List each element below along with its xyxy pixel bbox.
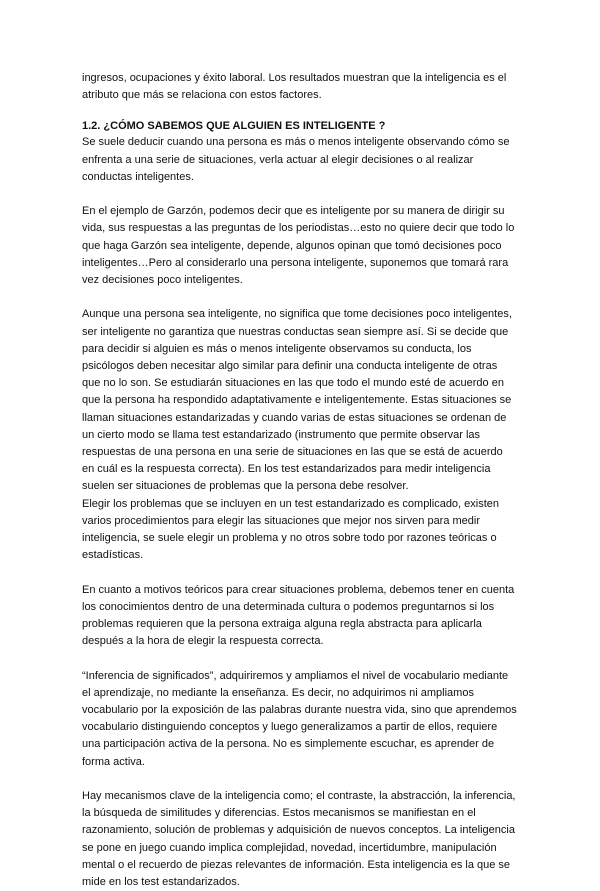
intro-paragraph: ingresos, ocupaciones y éxito laboral. Los resultados muestran que la inteligencia es el atributo que más se relaciona con estos factores. — [82, 72, 507, 102]
paragraph-5: En cuanto a motivos teóricos para crear situaciones problema, debemos tener en cuenta los conocimientos dentro de una determinada cultura o podemos preguntarnos si los problemas requieren que la persona extraiga alguna regla abstracta para aplicarla después a la hora de elegir la respuesta correcta. — [82, 583, 515, 648]
paragraph-1: Se suele deducir cuando una persona es más o menos inteligente observando cómo se enfrenta a una serie de situaciones, verla actuar al elegir decisiones o al realizar conductas inteligentes. — [82, 136, 510, 183]
paragraph-gap — [82, 564, 518, 581]
paragraph-gap — [82, 289, 518, 306]
paragraph-7: Hay mecanismos clave de la inteligencia como; el contraste, la abstracción, la inferencia, la búsqueda de similitudes y diferencias. Estos mecanismos se manifiestan en el razonamiento, solución de problemas y adquisición de nuevos conceptos. La inteligencia se pone en juego cuando implica complejidad, novedad, incertidumbre, manipulación mental o el recuerdo de piezas relevantes de información. Esta inteligencia es la que se mide en los test estandarizados. — [82, 790, 516, 889]
paragraph-gap — [82, 186, 518, 203]
paragraph-6: “Inferencia de significados”, adquiriremos y ampliamos el nivel de vocabulario mediante el aprendizaje, no mediante la enseñanza. Es decir, no adquirimos ni ampliamos vocabulario por la exposición de las palabras durante nuestra vida, sino que aprendemos vocabulario distinguiendo conceptos y luego generalizamos a partir de ellos, requiere una participación activa de la persona. No es simplemente escuchar, es aprender de forma activa. — [82, 669, 517, 768]
paragraph-2: En el ejemplo de Garzón, podemos decir que es inteligente por su manera de dirigir su vida, sus respuestas a las preguntas de los periodistas…esto no quiere decir que todo lo que haga Garzón sea inteligente, depende, algunos opinan que tomó decisiones poco inteligentes…Pero al considerarlo una persona inteligente, suponemos que tomará rara vez decisiones poco inteligentes. — [82, 205, 515, 287]
paragraph-gap — [82, 771, 518, 788]
paragraph-3: Aunque una persona sea inteligente, no significa que tome decisiones poco inteligentes, ser inteligente no garantiza que nuestras conductas sean siempre así. Si se decide que para decidir si alguien es más o menos inteligente observamos su conducta, los psicólogos deben necesitar algo similar para definir una conducta inteligente de otras que no lo son. Se estudiarán situaciones en las que todo el mundo esté de acuerdo en que la persona ha respondido adaptativamente e inteligentemente. Estas situaciones se llaman situaciones estandarizadas y cuando varias de estas situaciones se ordenan de un cierto modo se llama test estandarizado (instrumento que permite observar las respuestas de una persona en una serie de situaciones en las que se está de acuerdo en cuál es la respuesta correcta). En los test estandarizados para medir inteligencia suelen ser situaciones de problemas que la persona debe resolver. — [82, 308, 512, 493]
paragraph-gap — [82, 650, 518, 667]
paragraph-4: Elegir los problemas que se incluyen en un test estandarizado es complicado, existen varios procedimientos para elegir las situaciones que mejor nos sirven para medir inteligencia, se suele elegir un problema y no otros sobre todo por razones teóricas o estadísticas. — [82, 497, 500, 562]
section-heading: 1.2. ¿CÓMO SABEMOS QUE ALGUIEN ES INTELIGENTE ? — [82, 120, 386, 133]
